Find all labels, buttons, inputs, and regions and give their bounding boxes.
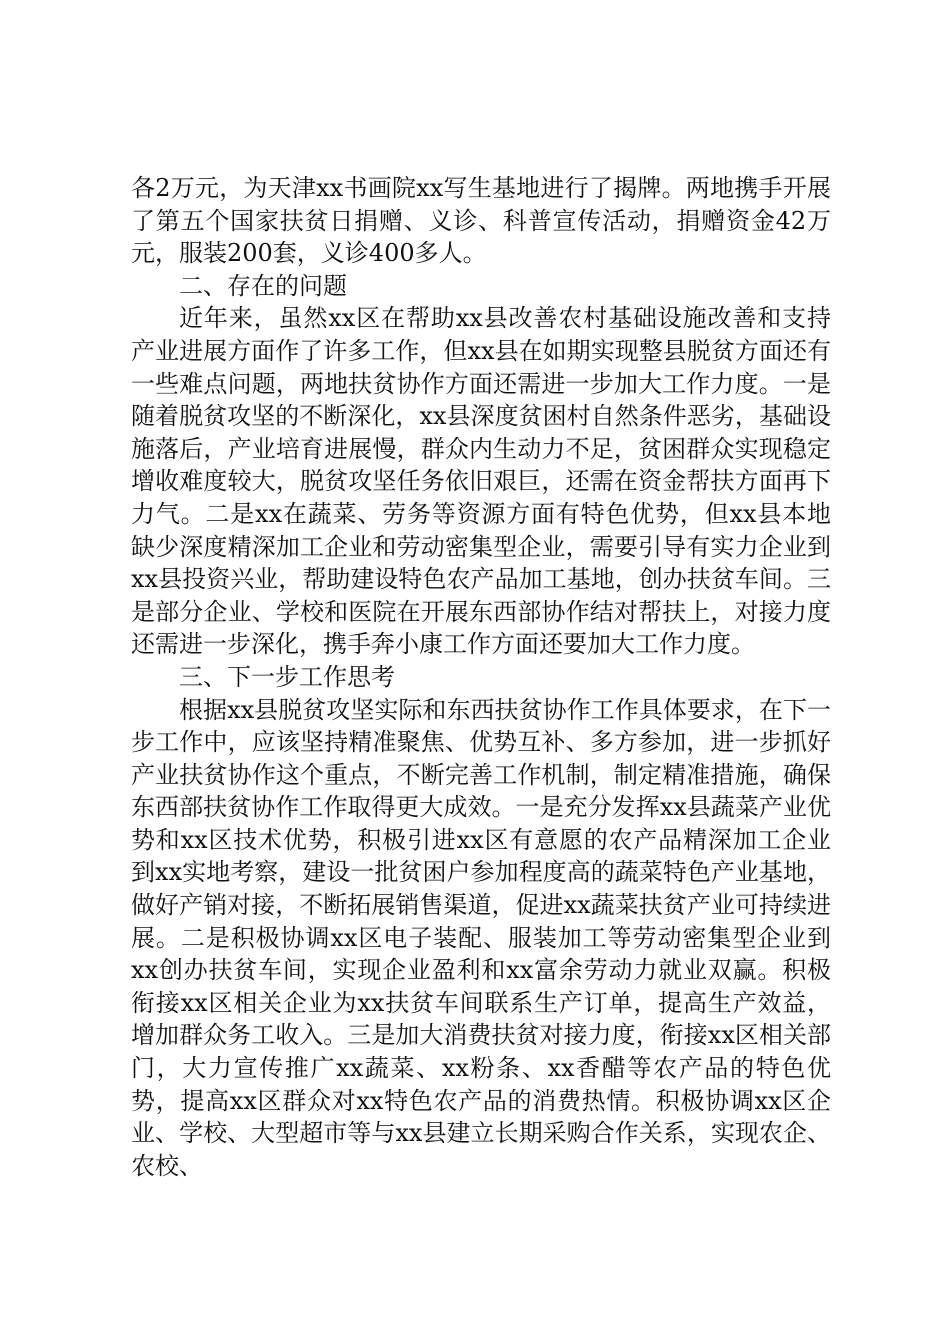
continuation-paragraph: 各2万元，为天津xx书画院xx写生基地进行了揭牌。两地携手开展了第五个国家扶贫日捐赠、义诊、科普宣传活动，捐赠资金42万元，服装200套，义诊400多人。 bbox=[131, 174, 831, 268]
problems-paragraph: 近年来，虽然xx区在帮助xx县改善农村基础设施改善和支持产业进展方面作了许多工作，但xx县在如期实现整县脱贫方面还有一些难点问题，两地扶贫协作方面还需进一步加大工作力度。一是随着脱贫攻坚的不断深化，xx县深度贫困村自然条件恶劣，基础设施落后，产业培育进展慢，群众内生动力不足，贫困群众实现稳定增收难度较大，脱贫攻坚任务依旧艰巨，还需在资金帮扶方面再下力气。二是xx在蔬菜、劳务等资源方面有特色优势，但xx县本地缺少深度精深加工企业和劳动密集型企业，需要引导有实力企业到xx县投资兴业，帮助建设特色农产品加工基地，创办扶贫车间。三是部分企业、学校和医院在开展东西部协作结对帮扶上，对接力度还需进一步深化，携手奔小康工作方面还要加大工作力度。 bbox=[131, 304, 831, 659]
section-heading-next-steps: 三、下一步工作思考 bbox=[179, 662, 395, 691]
section-heading-problems: 二、存在的问题 bbox=[179, 271, 347, 300]
document-body bbox=[131, 172, 831, 1182]
next-steps-paragraph: 根据xx县脱贫攻坚实际和东西扶贫协作工作具体要求，在下一步工作中，应该坚持精准聚焦、优势互补、多方参加，进一步抓好产业扶贫协作这个重点，不断完善工作机制，制定精准措施，确保东西部扶贫协作工作取得更大成效。一是充分发挥xx县蔬菜产业优势和xx区技术优势，积极引进xx区有意愿的农产品精深加工企业到xx实地考察，建设一批贫困户参加程度高的蔬菜特色产业基地，做好产销对接，不断拓展销售渠道，促进xx蔬菜扶贫产业可持续进展。二是积极协调xx区电子装配、服装加工等劳动密集型企业到xx创办扶贫车间，实现企业盈利和xx富余劳动力就业双赢。积极衔接xx区相关企业为xx扶贫车间联系生产订单，提高生产效益，增加群众务工收入。三是加大消费扶贫对接力度，衔接xx区相关部门，大力宣传推广xx蔬菜、xx粉条、xx香醋等农产品的特色优势，提高xx区群众对xx特色农产品的消费热情。积极协调xx区企业、学校、大型超市等与xx县建立长期采购合作关系，实现农企、农校、 bbox=[131, 695, 831, 1180]
